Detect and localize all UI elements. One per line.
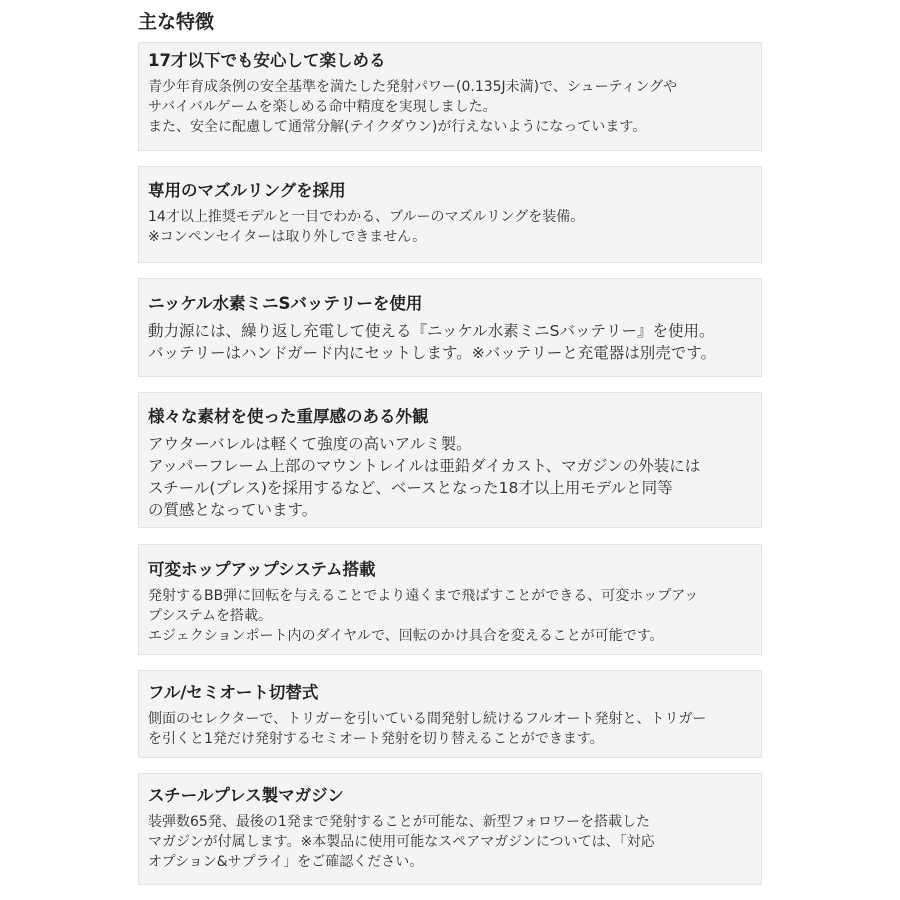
feature-title: 可変ホップアップシステム搭載	[148, 560, 376, 579]
feature-text-line: 青少年育成条例の安全基準を満たした発射パワー(0.135J未満)で、シューティングや	[148, 79, 678, 95]
feature-title: スチールプレス製マガジン	[148, 786, 344, 805]
feature-text-line: アウターバレルは軽くて強度の高いアルミ製。	[148, 435, 472, 453]
feature-title: 17才以下でも安心して楽しめる	[148, 51, 386, 70]
feature-text-line: 側面のセレクターで、トリガーを引いている間発射し続けるフルオート発射と、トリガー	[148, 711, 707, 727]
feature-text-line: アッパーフレーム上部のマウントレイルは亜鉛ダイカスト、マガジンの外装には	[148, 457, 701, 475]
feature-text-line: また、安全に配慮して通常分解(テイクダウン)が行えないようになっています。	[148, 119, 647, 135]
feature-text-line: エジェクションポート内のダイヤルで、回転のかけ具合を変えることが可能です。	[148, 628, 664, 644]
feature-text-line: バッテリーはハンドガード内にセットします。※バッテリーと充電器は別売です。	[148, 344, 717, 362]
feature-text-line: スチール(プレス)を採用するなど、ベースとなった18才以上用モデルと同等	[148, 479, 673, 497]
feature-box-under-17	[138, 42, 762, 151]
feature-text-line: プシステムを搭載。	[148, 608, 273, 624]
feature-text-line: の質感となっています。	[148, 501, 318, 519]
feature-text-line: 14才以上推奨モデルと一目でわかる、ブルーのマズルリングを装備。	[148, 209, 585, 225]
feature-text-line: マガジンが付属します。※本製品に使用可能なスペアマガジンについては、「対応	[148, 834, 655, 850]
feature-text-line: 発射するBB弾に回転を与えることでより遠くまで飛ばすことができる、可変ホップアッ	[148, 588, 699, 604]
feature-box-magazine	[138, 773, 762, 885]
feature-title: 様々な素材を使った重厚感のある外観	[148, 407, 429, 426]
feature-box-muzzle-ring	[138, 166, 762, 263]
feature-text-line: を引くと1発だけ発射するセミオート発射を切り替えることができます。	[148, 731, 604, 747]
feature-text-line: サバイバルゲームを楽しめる命中精度を実現しました。	[148, 99, 497, 115]
feature-box-hop-up	[138, 544, 762, 655]
page-title: 主な特徴	[138, 11, 215, 33]
feature-box-selector	[138, 670, 762, 758]
feature-text-line: ※コンペンセイターは取り外しできません。	[148, 229, 427, 245]
feature-text-line: オプション&サプライ」をご確認ください。	[148, 854, 424, 870]
feature-text-line: 装弾数65発、最後の1発まで発射することが可能な、新型フォロワーを搭載した	[148, 814, 651, 830]
feature-title: フル/セミオート切替式	[148, 683, 319, 702]
feature-text-line: 動力源には、繰り返し充電して使える『ニッケル水素ミニSバッテリー』を使用。	[148, 322, 715, 340]
feature-box-exterior	[138, 392, 762, 528]
feature-title: 専用のマズルリングを採用	[148, 181, 346, 200]
feature-title: ニッケル水素ミニSバッテリーを使用	[148, 294, 423, 313]
feature-box-battery	[138, 278, 762, 377]
